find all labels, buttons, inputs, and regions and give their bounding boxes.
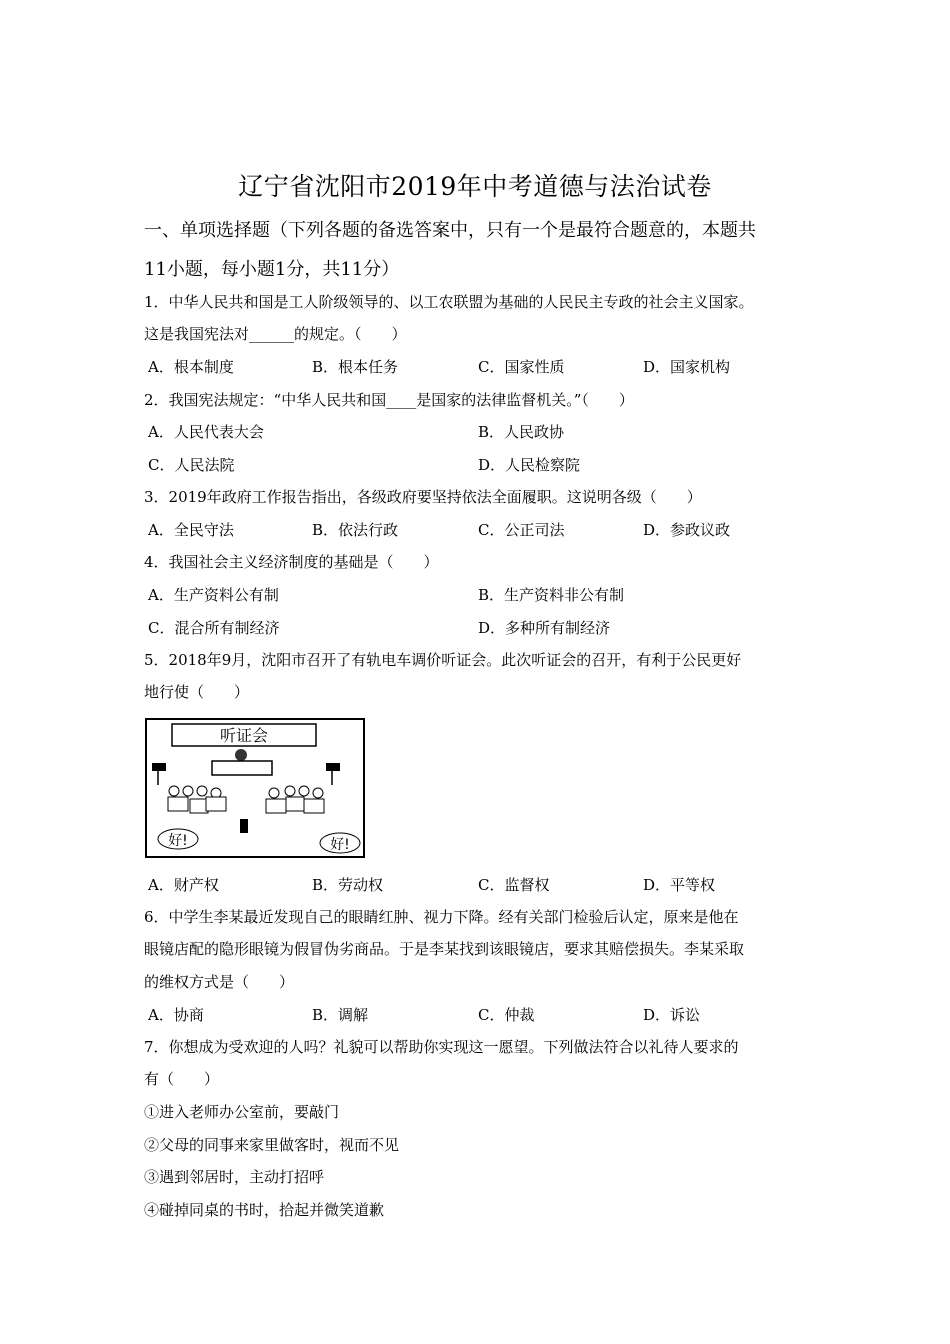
q2-option-a: A．人民代表大会 [148,423,264,441]
q7-stem-line2: 有（ ） [144,1070,220,1088]
q6-stem-line3: 的维权方式是（ ） [144,973,295,991]
q5-option-a: A．财产权 [148,876,219,894]
page-title: 辽宁省沈阳市2019年中考道德与法治试卷 [238,172,712,201]
q4-stem: 4．我国社会主义经济制度的基础是（ ） [144,553,439,571]
q6-stem-line1: 6．中学生李某最近发现自己的眼睛红肿、视力下降。经有关部门检验后认定，原来是他在 [144,908,739,926]
q5-option-c: C．监督权 [478,876,550,894]
hearing-illustration [144,717,366,859]
q4-option-c: C．混合所有制经济 [148,619,280,637]
q5-option-b: B．劳动权 [312,876,384,894]
q2-stem: 2．我国宪法规定：“中华人民共和国____是国家的法律监督机关。”（ ） [144,391,634,409]
q6-option-c: C．仲裁 [478,1006,535,1024]
q7-item-2: ②父母的同事来家里做客时，视而不见 [144,1136,400,1154]
right-sign [326,763,340,771]
section-heading-line2: 11小题，每小题1分，共11分） [144,259,400,280]
q4-option-a: A．生产资料公有制 [148,586,279,604]
hearing-illustration-svg [144,717,366,859]
q2-option-d: D．人民检察院 [478,456,581,474]
left-sign [152,763,166,771]
q6-option-d: D．诉讼 [643,1006,701,1024]
bubble-left-text: 好! [168,833,188,849]
q2-option-b: B．人民政协 [478,423,565,441]
section-heading-line1: 一、单项选择题（下列各题的备选答案中，只有一个是最符合题意的，本题共 [144,220,756,241]
q7-stem-line1: 7．你想成为受欢迎的人吗？礼貌可以帮助你实现这一愿望。下列做法符合以礼待人要求的 [144,1038,739,1056]
q7-item-4: ④碰掉同桌的书时，拾起并微笑道歉 [144,1201,385,1219]
q6-option-a: A．协商 [148,1006,204,1024]
q1-option-a: A．根本制度 [148,358,234,376]
q3-option-a: A．全民守法 [148,521,234,539]
q5-stem-line1: 5．2018年9月，沈阳市召开了有轨电车调价听证会。此次听证会的召开，有利于公民更好 [144,651,742,669]
bubble-right-text: 好! [330,837,350,853]
q1-option-b: B．根本任务 [312,358,399,376]
q4-option-d: D．多种所有制经济 [478,619,611,637]
q1-option-c: C．国家性质 [478,358,565,376]
q2-option-c: C．人民法院 [148,456,235,474]
q1-stem-line1: 1．中华人民共和国是工人阶级领导的、以工农联盟为基础的人民民主专政的社会主义国家。 [144,293,754,311]
banner-text: 听证会 [219,726,269,745]
q4-option-b: B．生产资料非公有制 [478,586,625,604]
q6-stem-line2: 眼镜店配的隐形眼镜为假冒伪劣商品。于是李某找到该眼镜店，要求其赔偿损失。李某采取 [144,940,745,958]
q5-stem-line2: 地行使（ ） [144,683,250,701]
q3-option-b: B．依法行政 [312,521,399,539]
q7-item-1: ①进入老师办公室前，要敲门 [144,1103,340,1121]
q3-stem: 3．2019年政府工作报告指出，各级政府要坚持依法全面履职。这说明各级（ ） [144,488,702,506]
q3-option-c: C．公正司法 [478,521,565,539]
q7-item-3: ③遇到邻居时，主动打招呼 [144,1168,325,1186]
q1-option-d: D．国家机构 [643,358,731,376]
q5-option-d: D．平等权 [643,876,716,894]
q6-option-b: B．调解 [312,1006,369,1024]
speaker-figure [235,749,247,761]
section-heading [144,213,814,287]
podium [212,761,272,775]
center-figure [240,819,248,833]
q1-stem-line2: 这是我国宪法对______的规定。（ ） [144,325,407,343]
q3-option-d: D．参政议政 [643,521,731,539]
